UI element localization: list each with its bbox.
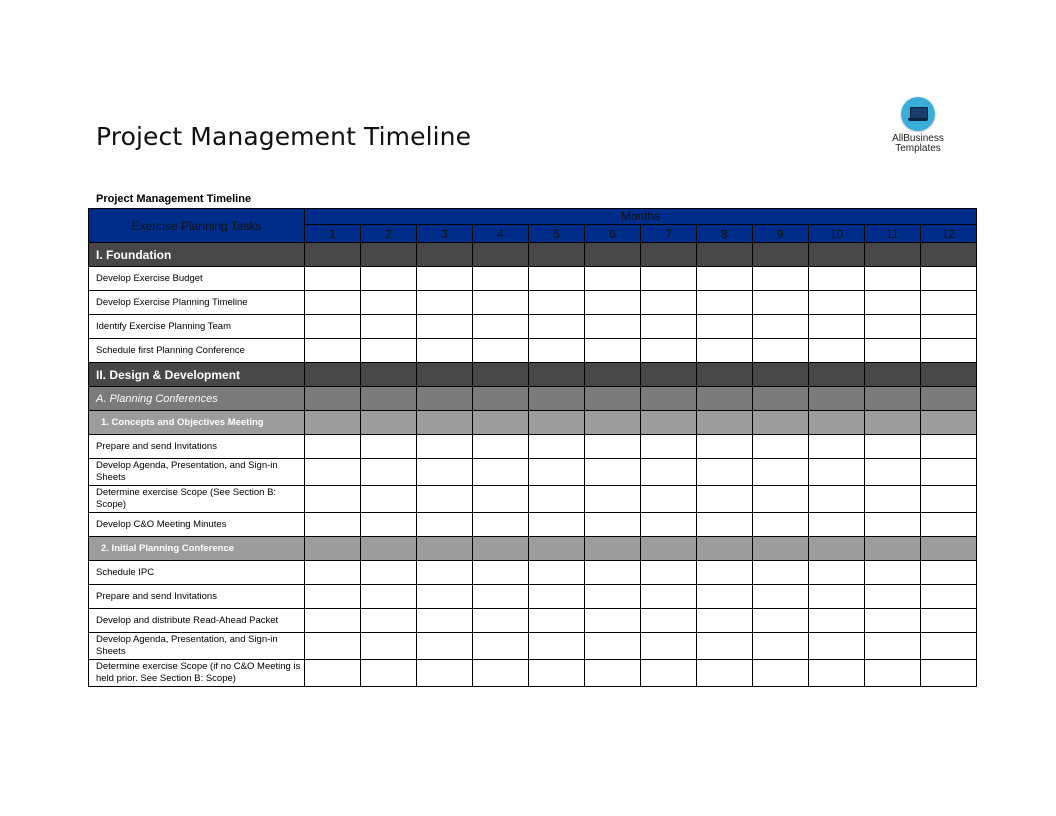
- task-row: [89, 660, 977, 687]
- month-cell-4[interactable]: [473, 561, 529, 585]
- month-cell-2[interactable]: [361, 633, 417, 660]
- month-cell-5[interactable]: [529, 609, 585, 633]
- task-label: Develop Agenda, Presentation, and Sign-in Sheets: [89, 459, 305, 486]
- month-cell-3[interactable]: [417, 315, 473, 339]
- month-cell-1[interactable]: [305, 561, 361, 585]
- month-cell-11[interactable]: [865, 435, 921, 459]
- month-cell-12[interactable]: [921, 339, 977, 363]
- month-header-10: 10: [809, 225, 865, 243]
- month-cell-3[interactable]: [417, 585, 473, 609]
- month-cell-7[interactable]: [641, 291, 697, 315]
- task-row: [89, 513, 977, 537]
- month-cell-10[interactable]: [809, 315, 865, 339]
- task-row: [89, 267, 977, 291]
- month-cell-6[interactable]: [585, 633, 641, 660]
- task-label: Determine exercise Scope (See Section B: Scope): [89, 486, 305, 513]
- month-cell-12[interactable]: [921, 585, 977, 609]
- month-cell-1[interactable]: [305, 660, 361, 687]
- month-cell-5[interactable]: [529, 633, 585, 660]
- month-cell-5[interactable]: [529, 291, 585, 315]
- month-cell-4[interactable]: [473, 486, 529, 513]
- month-cell-5[interactable]: [529, 513, 585, 537]
- month-cell-11[interactable]: [865, 387, 921, 411]
- month-cell-9[interactable]: [753, 660, 809, 687]
- month-cell-8[interactable]: [697, 537, 753, 561]
- task-column-header: Exercise Planning Tasks: [89, 209, 305, 243]
- month-header-8: 8: [697, 225, 753, 243]
- month-cell-10[interactable]: [809, 660, 865, 687]
- month-cell-4[interactable]: [473, 609, 529, 633]
- month-cell-11[interactable]: [865, 561, 921, 585]
- month-cell-12[interactable]: [921, 459, 977, 486]
- month-cell-11[interactable]: [865, 339, 921, 363]
- month-cell-10[interactable]: [809, 609, 865, 633]
- month-header-7: 7: [641, 225, 697, 243]
- month-cell-8[interactable]: [697, 609, 753, 633]
- month-cell-12[interactable]: [921, 267, 977, 291]
- section-row: [89, 243, 977, 267]
- month-cell-6[interactable]: [585, 243, 641, 267]
- month-cell-7[interactable]: [641, 387, 697, 411]
- month-cell-9[interactable]: [753, 633, 809, 660]
- month-cell-9[interactable]: [753, 387, 809, 411]
- month-cell-4[interactable]: [473, 660, 529, 687]
- task-label: Develop Exercise Planning Timeline: [89, 291, 305, 315]
- month-cell-3[interactable]: [417, 513, 473, 537]
- month-cell-8[interactable]: [697, 486, 753, 513]
- month-cell-9[interactable]: [753, 609, 809, 633]
- month-cell-3[interactable]: [417, 537, 473, 561]
- month-cell-9[interactable]: [753, 363, 809, 387]
- month-cell-7[interactable]: [641, 486, 697, 513]
- month-cell-2[interactable]: [361, 291, 417, 315]
- month-cell-9[interactable]: [753, 267, 809, 291]
- month-cell-3[interactable]: [417, 243, 473, 267]
- month-cell-10[interactable]: [809, 339, 865, 363]
- month-cell-8[interactable]: [697, 660, 753, 687]
- month-cell-8[interactable]: [697, 513, 753, 537]
- month-cell-8[interactable]: [697, 387, 753, 411]
- task-row: [89, 633, 977, 660]
- page-title: Project Management Timeline: [96, 122, 472, 151]
- month-cell-1[interactable]: [305, 243, 361, 267]
- task-row: [89, 435, 977, 459]
- month-cell-9[interactable]: [753, 435, 809, 459]
- month-cell-5[interactable]: [529, 243, 585, 267]
- month-cell-12[interactable]: [921, 243, 977, 267]
- month-cell-6[interactable]: [585, 660, 641, 687]
- month-cell-2[interactable]: [361, 513, 417, 537]
- month-cell-9[interactable]: [753, 459, 809, 486]
- month-cell-2[interactable]: [361, 561, 417, 585]
- month-cell-8[interactable]: [697, 267, 753, 291]
- month-cell-11[interactable]: [865, 486, 921, 513]
- subsubsection-label: 2. Initial Planning Conference: [89, 537, 305, 561]
- month-cell-1[interactable]: [305, 315, 361, 339]
- month-cell-8[interactable]: [697, 339, 753, 363]
- month-cell-3[interactable]: [417, 633, 473, 660]
- month-cell-3[interactable]: [417, 561, 473, 585]
- month-cell-3[interactable]: [417, 459, 473, 486]
- month-cell-10[interactable]: [809, 435, 865, 459]
- month-cell-2[interactable]: [361, 537, 417, 561]
- month-cell-4[interactable]: [473, 411, 529, 435]
- month-cell-4[interactable]: [473, 459, 529, 486]
- section-label: I. Foundation: [89, 243, 305, 267]
- month-cell-8[interactable]: [697, 633, 753, 660]
- month-cell-2[interactable]: [361, 435, 417, 459]
- month-cell-2[interactable]: [361, 363, 417, 387]
- month-cell-4[interactable]: [473, 267, 529, 291]
- month-cell-1[interactable]: [305, 609, 361, 633]
- month-cell-12[interactable]: [921, 609, 977, 633]
- month-cell-1[interactable]: [305, 633, 361, 660]
- month-cell-8[interactable]: [697, 291, 753, 315]
- month-cell-6[interactable]: [585, 585, 641, 609]
- subsubsection-label: 1. Concepts and Objectives Meeting: [89, 411, 305, 435]
- month-cell-5[interactable]: [529, 561, 585, 585]
- month-cell-5[interactable]: [529, 387, 585, 411]
- month-cell-5[interactable]: [529, 660, 585, 687]
- task-label: Schedule first Planning Conference: [89, 339, 305, 363]
- month-cell-12[interactable]: [921, 660, 977, 687]
- month-cell-5[interactable]: [529, 339, 585, 363]
- task-row: [89, 459, 977, 486]
- month-cell-12[interactable]: [921, 387, 977, 411]
- month-cell-11[interactable]: [865, 660, 921, 687]
- timeline-table: [88, 208, 977, 687]
- task-label: Identify Exercise Planning Team: [89, 315, 305, 339]
- table-caption: Project Management Timeline: [96, 193, 252, 205]
- brand-logo: [884, 97, 952, 154]
- month-cell-8[interactable]: [697, 315, 753, 339]
- month-cell-11[interactable]: [865, 291, 921, 315]
- month-cell-3[interactable]: [417, 486, 473, 513]
- month-cell-6[interactable]: [585, 291, 641, 315]
- subsubsection-row: [89, 411, 977, 435]
- month-cell-2[interactable]: [361, 243, 417, 267]
- month-cell-3[interactable]: [417, 411, 473, 435]
- task-label: Develop Exercise Budget: [89, 267, 305, 291]
- month-cell-3[interactable]: [417, 660, 473, 687]
- month-cell-12[interactable]: [921, 363, 977, 387]
- month-cell-10[interactable]: [809, 363, 865, 387]
- subsection-row: [89, 387, 977, 411]
- month-cell-4[interactable]: [473, 585, 529, 609]
- section-row: [89, 363, 977, 387]
- month-cell-10[interactable]: [809, 585, 865, 609]
- month-cell-8[interactable]: [697, 363, 753, 387]
- month-cell-5[interactable]: [529, 435, 585, 459]
- month-cell-7[interactable]: [641, 513, 697, 537]
- month-cell-6[interactable]: [585, 609, 641, 633]
- month-cell-12[interactable]: [921, 315, 977, 339]
- month-cell-5[interactable]: [529, 411, 585, 435]
- month-cell-9[interactable]: [753, 315, 809, 339]
- month-cell-8[interactable]: [697, 243, 753, 267]
- month-cell-5[interactable]: [529, 459, 585, 486]
- month-cell-12[interactable]: [921, 411, 977, 435]
- month-cell-2[interactable]: [361, 411, 417, 435]
- subsection-label: A. Planning Conferences: [89, 387, 305, 411]
- month-cell-9[interactable]: [753, 513, 809, 537]
- month-cell-11[interactable]: [865, 267, 921, 291]
- month-header-2: 2: [361, 225, 417, 243]
- month-cell-10[interactable]: [809, 561, 865, 585]
- month-cell-4[interactable]: [473, 243, 529, 267]
- month-cell-8[interactable]: [697, 459, 753, 486]
- month-cell-12[interactable]: [921, 561, 977, 585]
- month-cell-2[interactable]: [361, 315, 417, 339]
- section-label: II. Design & Development: [89, 363, 305, 387]
- month-cell-2[interactable]: [361, 486, 417, 513]
- month-cell-1[interactable]: [305, 435, 361, 459]
- month-cell-8[interactable]: [697, 561, 753, 585]
- month-header-1: 1: [305, 225, 361, 243]
- month-cell-11[interactable]: [865, 609, 921, 633]
- month-cell-2[interactable]: [361, 267, 417, 291]
- month-cell-6[interactable]: [585, 411, 641, 435]
- month-cell-7[interactable]: [641, 585, 697, 609]
- month-cell-11[interactable]: [865, 411, 921, 435]
- month-cell-11[interactable]: [865, 513, 921, 537]
- month-cell-6[interactable]: [585, 486, 641, 513]
- subsubsection-row: [89, 537, 977, 561]
- month-cell-1[interactable]: [305, 537, 361, 561]
- month-cell-1[interactable]: [305, 411, 361, 435]
- month-cell-12[interactable]: [921, 435, 977, 459]
- month-cell-11[interactable]: [865, 363, 921, 387]
- month-cell-8[interactable]: [697, 435, 753, 459]
- task-label: Determine exercise Scope (if no C&O Meeting is held prior. See Section B: Scope): [89, 660, 305, 687]
- month-cell-10[interactable]: [809, 411, 865, 435]
- month-cell-7[interactable]: [641, 459, 697, 486]
- month-cell-7[interactable]: [641, 243, 697, 267]
- month-cell-4[interactable]: [473, 537, 529, 561]
- month-cell-4[interactable]: [473, 435, 529, 459]
- month-cell-12[interactable]: [921, 633, 977, 660]
- task-row: [89, 315, 977, 339]
- month-cell-6[interactable]: [585, 513, 641, 537]
- month-cell-4[interactable]: [473, 363, 529, 387]
- month-cell-10[interactable]: [809, 486, 865, 513]
- month-cell-10[interactable]: [809, 633, 865, 660]
- task-row: [89, 585, 977, 609]
- month-cell-1[interactable]: [305, 459, 361, 486]
- month-cell-10[interactable]: [809, 387, 865, 411]
- month-cell-6[interactable]: [585, 315, 641, 339]
- month-cell-9[interactable]: [753, 291, 809, 315]
- task-row: [89, 339, 977, 363]
- month-cell-6[interactable]: [585, 459, 641, 486]
- months-header: Months: [305, 209, 977, 225]
- month-cell-7[interactable]: [641, 363, 697, 387]
- month-cell-5[interactable]: [529, 585, 585, 609]
- month-cell-4[interactable]: [473, 387, 529, 411]
- month-cell-6[interactable]: [585, 267, 641, 291]
- month-cell-6[interactable]: [585, 435, 641, 459]
- month-cell-3[interactable]: [417, 363, 473, 387]
- task-row: [89, 609, 977, 633]
- month-cell-2[interactable]: [361, 660, 417, 687]
- month-cell-9[interactable]: [753, 585, 809, 609]
- month-cell-10[interactable]: [809, 243, 865, 267]
- month-cell-3[interactable]: [417, 387, 473, 411]
- task-label: Develop C&O Meeting Minutes: [89, 513, 305, 537]
- month-header-5: 5: [529, 225, 585, 243]
- task-row: [89, 291, 977, 315]
- month-cell-4[interactable]: [473, 633, 529, 660]
- month-cell-6[interactable]: [585, 537, 641, 561]
- month-cell-2[interactable]: [361, 459, 417, 486]
- month-cell-7[interactable]: [641, 267, 697, 291]
- month-cell-11[interactable]: [865, 537, 921, 561]
- month-cell-7[interactable]: [641, 435, 697, 459]
- month-cell-9[interactable]: [753, 486, 809, 513]
- month-cell-5[interactable]: [529, 537, 585, 561]
- month-cell-11[interactable]: [865, 315, 921, 339]
- month-cell-5[interactable]: [529, 486, 585, 513]
- month-cell-9[interactable]: [753, 561, 809, 585]
- month-cell-1[interactable]: [305, 291, 361, 315]
- month-cell-12[interactable]: [921, 513, 977, 537]
- month-cell-7[interactable]: [641, 537, 697, 561]
- task-row: [89, 486, 977, 513]
- logo-text-line2: Templates: [895, 143, 941, 154]
- month-cell-12[interactable]: [921, 291, 977, 315]
- month-cell-1[interactable]: [305, 513, 361, 537]
- month-cell-1[interactable]: [305, 585, 361, 609]
- month-cell-6[interactable]: [585, 363, 641, 387]
- month-cell-7[interactable]: [641, 633, 697, 660]
- month-cell-11[interactable]: [865, 633, 921, 660]
- month-cell-6[interactable]: [585, 561, 641, 585]
- task-label: Develop Agenda, Presentation, and Sign-in Sheets: [89, 633, 305, 660]
- month-cell-1[interactable]: [305, 486, 361, 513]
- month-cell-7[interactable]: [641, 609, 697, 633]
- month-cell-9[interactable]: [753, 339, 809, 363]
- month-cell-1[interactable]: [305, 387, 361, 411]
- month-cell-6[interactable]: [585, 339, 641, 363]
- month-cell-3[interactable]: [417, 609, 473, 633]
- month-header-3: 3: [417, 225, 473, 243]
- month-header-12: 12: [921, 225, 977, 243]
- month-cell-4[interactable]: [473, 291, 529, 315]
- month-cell-2[interactable]: [361, 387, 417, 411]
- month-cell-1[interactable]: [305, 363, 361, 387]
- task-label: Schedule IPC: [89, 561, 305, 585]
- month-cell-1[interactable]: [305, 339, 361, 363]
- month-cell-10[interactable]: [809, 291, 865, 315]
- month-header-4: 4: [473, 225, 529, 243]
- month-cell-7[interactable]: [641, 561, 697, 585]
- month-header-9: 9: [753, 225, 809, 243]
- month-cell-2[interactable]: [361, 609, 417, 633]
- month-cell-3[interactable]: [417, 267, 473, 291]
- month-cell-10[interactable]: [809, 513, 865, 537]
- month-cell-5[interactable]: [529, 315, 585, 339]
- month-cell-4[interactable]: [473, 315, 529, 339]
- month-header-6: 6: [585, 225, 641, 243]
- month-cell-3[interactable]: [417, 339, 473, 363]
- month-cell-5[interactable]: [529, 363, 585, 387]
- month-cell-9[interactable]: [753, 243, 809, 267]
- month-cell-11[interactable]: [865, 585, 921, 609]
- logo-text-line1: AllBusiness: [892, 133, 944, 144]
- month-cell-1[interactable]: [305, 267, 361, 291]
- month-cell-11[interactable]: [865, 459, 921, 486]
- month-cell-4[interactable]: [473, 339, 529, 363]
- month-cell-6[interactable]: [585, 387, 641, 411]
- month-cell-10[interactable]: [809, 537, 865, 561]
- task-label: Develop and distribute Read-Ahead Packet: [89, 609, 305, 633]
- month-cell-3[interactable]: [417, 291, 473, 315]
- month-cell-7[interactable]: [641, 411, 697, 435]
- task-label: Prepare and send Invitations: [89, 585, 305, 609]
- month-cell-11[interactable]: [865, 243, 921, 267]
- month-cell-3[interactable]: [417, 435, 473, 459]
- month-cell-8[interactable]: [697, 585, 753, 609]
- month-cell-2[interactable]: [361, 585, 417, 609]
- month-cell-4[interactable]: [473, 513, 529, 537]
- month-cell-2[interactable]: [361, 339, 417, 363]
- month-cell-12[interactable]: [921, 537, 977, 561]
- task-rows: [89, 243, 977, 687]
- month-cell-7[interactable]: [641, 315, 697, 339]
- month-cell-10[interactable]: [809, 267, 865, 291]
- month-cell-12[interactable]: [921, 486, 977, 513]
- task-label: Prepare and send Invitations: [89, 435, 305, 459]
- month-cell-7[interactable]: [641, 660, 697, 687]
- month-cell-8[interactable]: [697, 411, 753, 435]
- month-cell-9[interactable]: [753, 411, 809, 435]
- month-cell-9[interactable]: [753, 537, 809, 561]
- month-header-11: 11: [865, 225, 921, 243]
- month-cell-5[interactable]: [529, 267, 585, 291]
- task-row: [89, 561, 977, 585]
- laptop-icon: [901, 97, 935, 131]
- month-cell-7[interactable]: [641, 339, 697, 363]
- month-cell-10[interactable]: [809, 459, 865, 486]
